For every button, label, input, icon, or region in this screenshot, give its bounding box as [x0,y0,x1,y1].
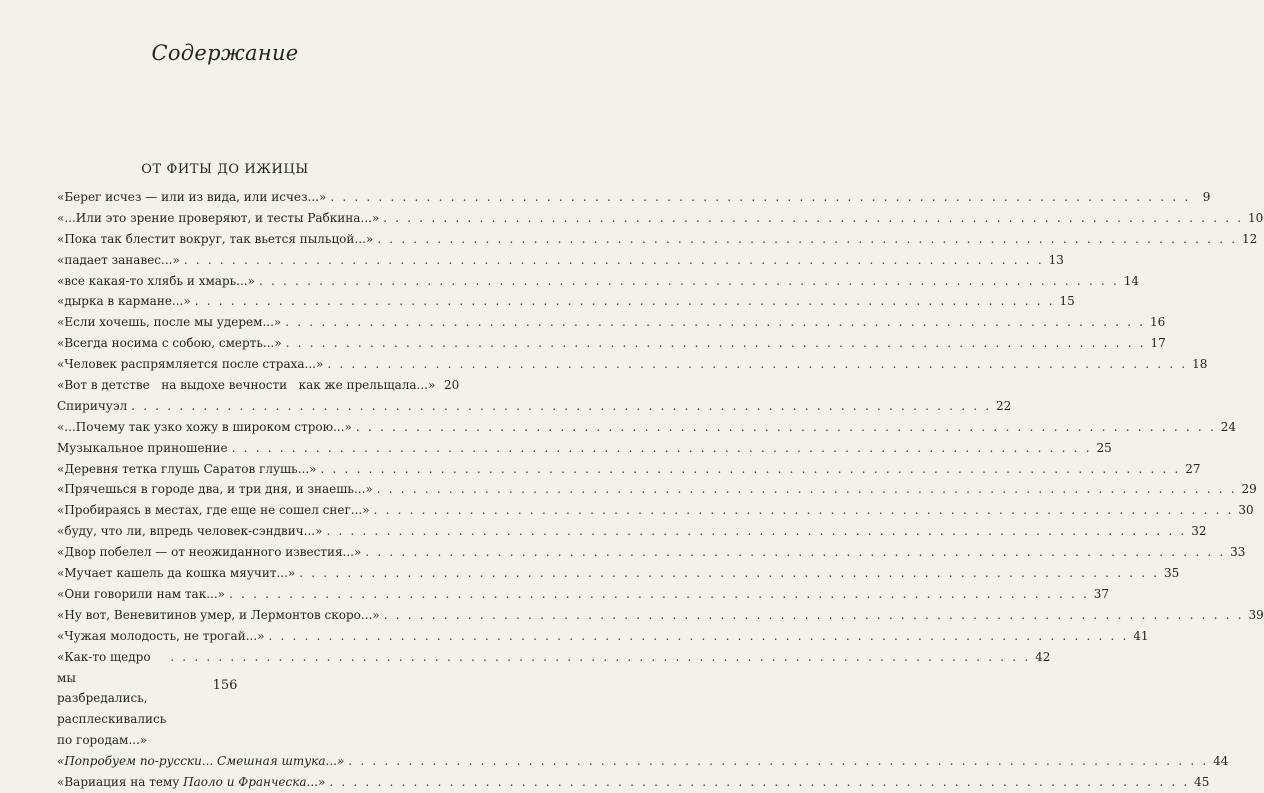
toc-entry [57,354,1208,375]
toc-entry-title: Музыкальное приношение [57,440,228,455]
toc-entry [57,375,460,396]
toc-entry-page: 17 [1150,336,1166,351]
toc-entry [57,271,1140,292]
toc-entry [57,521,1207,542]
leader-dots [286,333,1146,354]
toc-entry-page: 45 [1194,775,1210,790]
page-title: Содержание [151,41,299,65]
toc-entry [57,438,1112,459]
leader-dots [232,438,1092,459]
toc-entry-page: 18 [1192,357,1208,372]
toc-entry-page: 42 [1035,649,1051,664]
toc-entry [57,626,1149,647]
toc-entry [57,333,1166,354]
toc-entry-page: 41 [1133,628,1149,643]
toc-entry-title: «Мучает кашель да кошка мяучит...» [57,566,296,581]
toc-entry-title: «Пока так блестит вокруг, так вьется пыльцой...» [57,231,374,246]
toc-entry-title-suffix: ...» [306,775,326,790]
toc-entry-page: 37 [1093,586,1110,601]
toc-entry-page: 16 [1150,315,1166,330]
toc-entry-title [57,772,325,793]
toc-entry-title: «Как-то щедро мы разбредались, расплескивались по городам...» [57,649,167,748]
toc-entry [57,542,1246,563]
toc-entry-page: 14 [1123,273,1140,288]
toc-entry-title: «Они говорили нам так...» [57,586,225,601]
toc-entry-title: «Двор побелел — от неожиданного известия...» [57,545,362,560]
toc-entry-page: 10 [1248,210,1264,225]
leader-dots [329,772,1189,793]
toc-entry-title: «...Или это зрение проверяют, и тесты Рабкина...» [57,210,380,225]
toc-entry-title: «Ну вот, Веневитинов умер, и Лермонтов скоро...» [57,607,380,622]
leader-dots [348,751,1208,772]
toc-entry [57,459,1201,480]
leader-dots [365,542,1225,563]
toc-entry-page: 13 [1048,252,1064,267]
leader-dots [229,584,1089,605]
toc-entry [57,312,1166,333]
toc-entry-title: «Всегда носима с собою, смерть...» [57,336,282,351]
leader-dots [268,626,1128,647]
leader-dots [259,271,1119,292]
toc-entry [57,229,1258,250]
leader-dots [377,479,1237,500]
toc-entry-title: «все какая-то хлябь и хмарь...» [57,273,255,288]
toc-entry-title: «Вот в детстве на выдохе вечности как же прельщала...» [57,378,436,393]
toc-entry [57,563,1180,584]
table-of-contents [57,187,1264,793]
leader-dots [195,291,1055,312]
toc-entry-page: 39 [1248,607,1264,622]
toc-entry-page: 9 [1202,190,1211,204]
toc-entry-page: 20 [444,378,460,393]
leader-dots [374,500,1234,521]
leader-dots [285,312,1145,333]
toc-entry-page: 33 [1230,545,1246,560]
toc-entry-title: Спиричуэл [57,398,128,413]
toc-entry [57,291,1075,312]
leader-dots [327,354,1187,375]
toc-entry-title-italic: Паоло и Франческа [183,775,307,790]
leader-dots [383,208,1243,229]
leader-dots [299,563,1159,584]
toc-entry [57,772,1210,793]
toc-entry [57,647,1051,752]
toc-entry [57,250,1064,271]
toc-entry-page: 25 [1096,440,1112,455]
toc-entry-page: 24 [1220,419,1236,434]
toc-entry [57,605,1264,626]
page-number: 156 [212,678,238,693]
toc-entry-page: 30 [1238,503,1254,518]
toc-entry [57,479,1257,500]
toc-entry-page: 35 [1164,566,1180,581]
toc-entry-page: 15 [1059,294,1075,309]
toc-entry-title: «Чужая молодость, не трогай...» [57,628,265,643]
toc-entry-page: 27 [1185,461,1201,476]
leader-dots [356,417,1216,438]
toc-entry-page: 22 [996,398,1012,413]
toc-entry [57,584,1110,605]
leader-dots [321,459,1181,480]
leader-dots [330,187,1190,208]
toc-entry-title: «буду, что ли, впредь человек-сэндвич...» [57,524,323,539]
toc-entry-title: «падает занавес...» [57,252,180,267]
toc-entry-page: 32 [1191,524,1207,539]
toc-entry [57,417,1236,438]
toc-entry [57,187,1211,208]
toc-entry [57,208,1264,229]
toc-entry-title: «Пробираясь в местах, где еще не сошел снег...» [57,503,370,518]
leader-dots [170,647,1030,668]
section-title: ОТ ФИТЫ ДО ИЖИЦЫ [141,162,309,177]
toc-entry-title-prefix: «Вариация на тему [57,775,184,790]
toc-entry-title: «дырка в кармане...» [57,294,191,309]
toc-entry [57,500,1254,521]
leader-dots [326,521,1186,542]
toc-entry [57,396,1012,417]
toc-entry [57,751,1229,772]
toc-entry-title: «Попробуем по-русски... Смешная штука...» [57,754,345,769]
toc-entry-page: 29 [1241,482,1257,497]
leader-dots [131,396,991,417]
toc-entry-page: 12 [1241,231,1258,246]
leader-dots [384,605,1244,626]
toc-entry-page: 44 [1213,754,1229,769]
leader-dots [377,229,1237,250]
toc-entry-title: «...Почему так узко хожу в широком строю...» [57,419,352,434]
leader-dots [184,250,1044,271]
toc-entry-title: «Деревня тетка глушь Саратов глушь...» [57,461,317,476]
toc-entry-title: «Человек распрямляется после страха...» [57,357,324,372]
toc-entry-title: «Берег исчез — или из вида, или исчез...» [57,190,327,204]
toc-entry-title: «Если хочешь, после мы удерем...» [57,315,282,330]
toc-entry-title: «Прячешься в городе два, и три дня, и знаешь...» [57,482,373,497]
